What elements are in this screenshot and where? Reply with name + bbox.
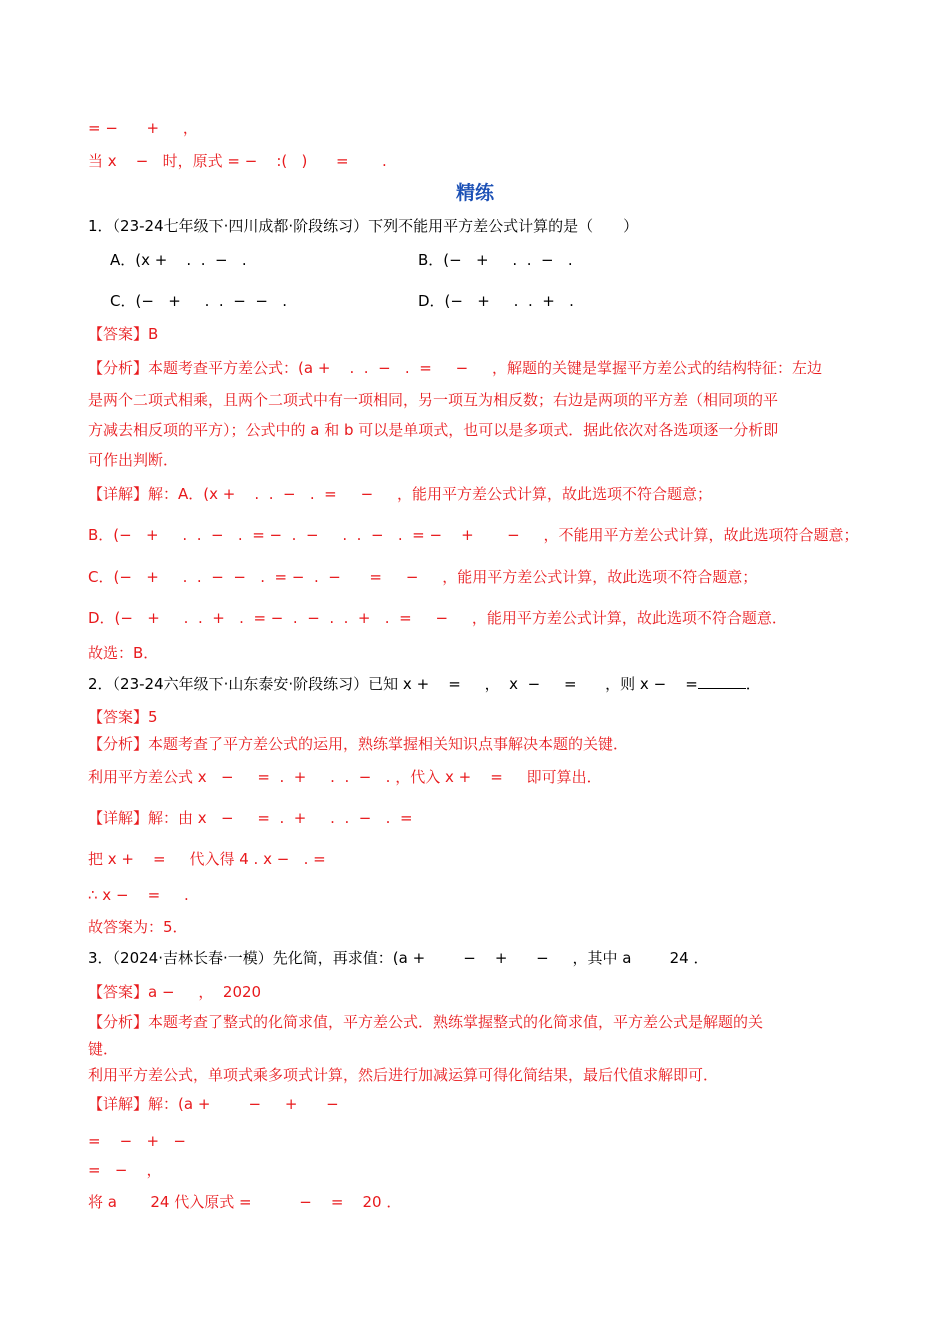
q3-stem: 3．（2024·吉林长春·一模）先化简，再求值：(a + − + − ，其中 a 24 ．: [88, 949, 709, 967]
q3-detail-3: = − ，: [88, 1161, 162, 1179]
q3-analysis-3: 利用平方差公式，单项式乘多项式计算，然后进行加减运算可得化简结果，最后代值求解即可．: [88, 1066, 719, 1084]
q1-detail-c: C．(− + . . − − . = − . − = − ，能用平方差公式计算，故此选项不符合题意；: [88, 568, 758, 586]
q1-option-c: C．(− + . . − − .: [110, 292, 287, 310]
q2-answer-blank: [698, 674, 746, 689]
q1-option-d: D．(− + . . + .: [418, 292, 574, 310]
q3-detail-2: = − + −: [88, 1132, 186, 1150]
top-line-1: = − + ，: [88, 119, 198, 137]
q1-conclusion: 故选：B．: [88, 644, 159, 662]
q1-analysis-4: 可作出判断．: [88, 451, 179, 469]
q3-detail-1: 【详解】解：(a + − + −: [88, 1095, 339, 1113]
q2-conclusion: 故答案为：5．: [88, 918, 188, 936]
q2-stem-text: 2．（23-24六年级下·山东泰安·阶段练习）已知 x + = ， x − = ，则 x − =: [88, 675, 698, 693]
q2-detail-3: ∴ x − = .: [88, 886, 189, 904]
q2-stem-end: ．: [745, 675, 761, 693]
q1-detail-b: B．(− + . . − . = − . − . . − . = − + − ，不能用平方差公式计算，故此选项符合题意；: [88, 526, 859, 544]
q2-analysis-2: 利用平方差公式 x − = . + . . − . ，代入 x + = 即可算出．: [88, 768, 602, 786]
q3-detail-4: 将 a 24 代入原式 = − = 20 ．: [88, 1193, 402, 1211]
q1-analysis-3: 方减去相反项的平方）；公式中的 a 和 b 可以是单项式，也可以是多项式．据此依次对各选项逐一分析即: [88, 421, 779, 439]
q2-detail-1: 【详解】解：由 x − = . + . . − . =: [88, 809, 413, 827]
q2-detail-2: 把 x + = 代入得 4 . x − . =: [88, 850, 326, 868]
q1-detail-a: 【详解】解：A．(x + . . − . = − ，能用平方差公式计算，故此选项不符合题意；: [88, 485, 713, 503]
q1-detail-d: D．(− + . . + . = − . − . . + . = − ，能用平方差公式计算，故此选项不符合题意．: [88, 609, 787, 627]
q1-analysis-1: 【分析】本题考查平方差公式：(a + . . − . = − ，解题的关键是掌握平方差公式的结构特征：左边: [88, 359, 823, 377]
top-line-2: 当 x − 时，原式 = − :( ) = .: [88, 152, 387, 170]
q2-answer: 【答案】5: [88, 708, 158, 726]
q3-answer: 【答案】a − ， 2020: [88, 983, 262, 1001]
q1-analysis-2: 是两个二项式相乘，且两个二项式中有一项相同，另一项互为相反数；右边是两项的平方差（相同项的平: [88, 391, 779, 409]
q2-analysis-1: 【分析】本题考查了平方差公式的运用，熟练掌握相关知识点事解决本题的关键．: [88, 735, 629, 753]
section-title: 精练: [455, 182, 494, 204]
q2-stem: [88, 674, 761, 694]
q3-analysis-1: 【分析】本题考查了整式的化简求值，平方差公式．熟练掌握整式的化简求值，平方差公式是解题的关: [88, 1013, 764, 1031]
q1-option-a: A．(x + . . − .: [110, 251, 247, 269]
q3-analysis-2: 键．: [88, 1040, 119, 1058]
q1-option-b: B．(− + . . − .: [418, 251, 573, 269]
q1-answer: 【答案】B: [88, 325, 159, 343]
q1-stem: 1．（23-24七年级下·四川成都·阶段练习）下列不能用平方差公式计算的是（ ）: [88, 217, 639, 235]
